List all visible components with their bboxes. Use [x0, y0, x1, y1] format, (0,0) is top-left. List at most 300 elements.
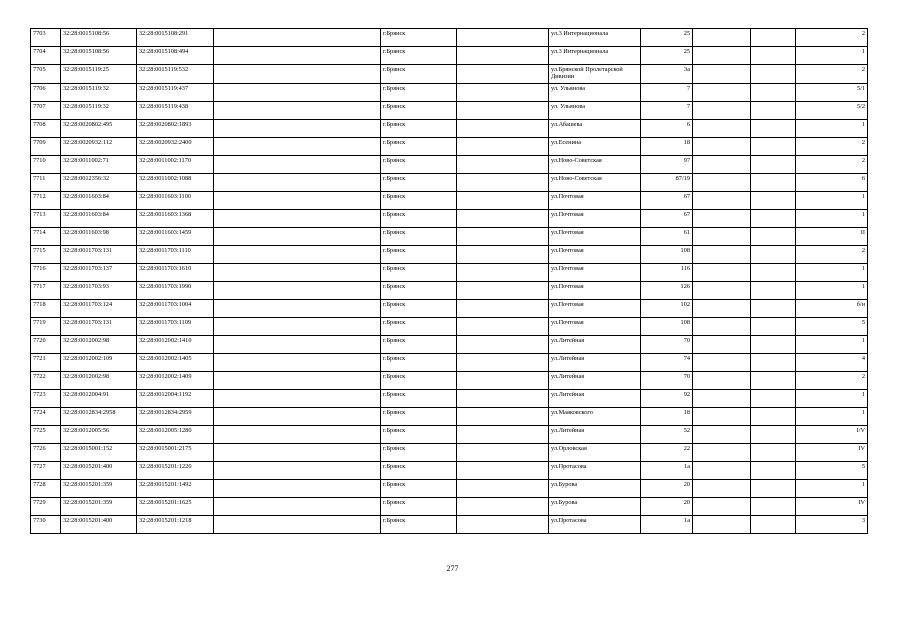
blank-cell — [214, 102, 381, 120]
house-number-cell: 3а — [641, 65, 693, 84]
object-cadastral-number-cell: 32:28:0015201:1492 — [137, 480, 214, 498]
unit-number-cell: 2 — [796, 138, 868, 156]
blank-cell — [751, 192, 796, 210]
table-row — [31, 210, 868, 228]
unit-number-cell: 1 — [796, 47, 868, 65]
row-number-cell: 7726 — [31, 444, 61, 462]
blank-cell — [693, 246, 751, 264]
blank-cell — [214, 354, 381, 372]
row-number-cell: 7707 — [31, 102, 61, 120]
land-cadastral-number-cell: 32:28:0015201:400 — [61, 462, 137, 480]
unit-number-cell: 3 — [796, 516, 868, 534]
unit-number-cell: 1 — [796, 264, 868, 282]
blank-cell — [214, 498, 381, 516]
unit-number-cell: II — [796, 228, 868, 246]
street-cell: ул.Почтовая — [549, 228, 641, 246]
street-cell: ул.Литейная — [549, 372, 641, 390]
table-row — [31, 246, 868, 264]
blank-cell — [693, 47, 751, 65]
blank-cell — [693, 336, 751, 354]
land-cadastral-number-cell: 32:28:0012004:91 — [61, 390, 137, 408]
land-cadastral-number-cell: 32:28:0011603:84 — [61, 210, 137, 228]
blank-cell — [693, 102, 751, 120]
unit-number-cell: б/н — [796, 300, 868, 318]
street-cell: ул.Литейная — [549, 426, 641, 444]
unit-number-cell: 1 — [796, 336, 868, 354]
land-cadastral-number-cell: 32:28:0015108:56 — [61, 29, 137, 47]
blank-cell — [693, 498, 751, 516]
city-cell: г.Брянск — [381, 426, 457, 444]
blank-cell — [214, 210, 381, 228]
row-number-cell: 7712 — [31, 192, 61, 210]
table-row — [31, 336, 868, 354]
unit-number-cell: IV — [796, 498, 868, 516]
unit-number-cell: 1 — [796, 210, 868, 228]
city-cell: г.Брянск — [381, 444, 457, 462]
street-cell: ул.Бурова — [549, 498, 641, 516]
object-cadastral-number-cell: 32:28:0012002:1409 — [137, 372, 214, 390]
house-number-cell: 7 — [641, 102, 693, 120]
street-cell: ул.Абашева — [549, 120, 641, 138]
blank-cell — [751, 210, 796, 228]
table-row — [31, 192, 868, 210]
blank-cell — [214, 318, 381, 336]
city-cell: г.Брянск — [381, 138, 457, 156]
blank-cell — [214, 516, 381, 534]
blank-cell — [457, 426, 549, 444]
table-row — [31, 516, 868, 534]
unit-number-cell: 2 — [796, 29, 868, 47]
city-cell: г.Брянск — [381, 354, 457, 372]
blank-cell — [457, 174, 549, 192]
city-cell: г.Брянск — [381, 372, 457, 390]
house-number-cell: 18 — [641, 408, 693, 426]
blank-cell — [457, 29, 549, 47]
street-cell: ул.Почтовая — [549, 210, 641, 228]
blank-cell — [751, 84, 796, 102]
land-cadastral-number-cell: 32:28:0020932:112 — [61, 138, 137, 156]
object-cadastral-number-cell: 32:28:0015201:1220 — [137, 462, 214, 480]
house-number-cell: 70 — [641, 336, 693, 354]
blank-cell — [751, 390, 796, 408]
city-cell: г.Брянск — [381, 210, 457, 228]
street-cell: ул.Ново-Советская — [549, 174, 641, 192]
object-cadastral-number-cell: 32:28:0015201:1218 — [137, 516, 214, 534]
row-number-cell: 7729 — [31, 498, 61, 516]
blank-cell — [751, 102, 796, 120]
blank-cell — [457, 354, 549, 372]
street-cell: ул.Литейная — [549, 336, 641, 354]
blank-cell — [751, 426, 796, 444]
table-row — [31, 102, 868, 120]
house-number-cell: 92 — [641, 390, 693, 408]
row-number-cell: 7708 — [31, 120, 61, 138]
unit-number-cell: 1 — [796, 390, 868, 408]
land-cadastral-number-cell: 32:28:0012356:32 — [61, 174, 137, 192]
blank-cell — [693, 228, 751, 246]
street-cell: ул.Почтовая — [549, 264, 641, 282]
city-cell: г.Брянск — [381, 228, 457, 246]
row-number-cell: 7724 — [31, 408, 61, 426]
blank-cell — [693, 29, 751, 47]
blank-cell — [693, 282, 751, 300]
row-number-cell: 7727 — [31, 462, 61, 480]
city-cell: г.Брянск — [381, 336, 457, 354]
house-number-cell: 61 — [641, 228, 693, 246]
city-cell: г.Брянск — [381, 462, 457, 480]
object-cadastral-number-cell: 32:28:0011002:1088 — [137, 174, 214, 192]
blank-cell — [214, 174, 381, 192]
blank-cell — [693, 65, 751, 84]
row-number-cell: 7710 — [31, 156, 61, 174]
city-cell: г.Брянск — [381, 120, 457, 138]
object-cadastral-number-cell: 32:28:0012005:1280 — [137, 426, 214, 444]
blank-cell — [457, 516, 549, 534]
row-number-cell: 7725 — [31, 426, 61, 444]
row-number-cell: 7716 — [31, 264, 61, 282]
city-cell: г.Брянск — [381, 84, 457, 102]
street-cell: ул.Орловская — [549, 444, 641, 462]
blank-cell — [751, 444, 796, 462]
blank-cell — [457, 462, 549, 480]
street-cell: ул. Ульянова — [549, 84, 641, 102]
blank-cell — [693, 318, 751, 336]
blank-cell — [214, 192, 381, 210]
street-cell: ул.Почтовая — [549, 282, 641, 300]
row-number-cell: 7720 — [31, 336, 61, 354]
row-number-cell: 7709 — [31, 138, 61, 156]
table-row — [31, 444, 868, 462]
land-cadastral-number-cell: 32:28:0012005:56 — [61, 426, 137, 444]
object-cadastral-number-cell: 32:28:0011703:1109 — [137, 318, 214, 336]
blank-cell — [214, 336, 381, 354]
object-cadastral-number-cell: 32:28:0012004:1192 — [137, 390, 214, 408]
city-cell: г.Брянск — [381, 390, 457, 408]
table-row — [31, 408, 868, 426]
unit-number-cell: 6 — [796, 174, 868, 192]
object-cadastral-number-cell: 32:28:0012834:2959 — [137, 408, 214, 426]
city-cell: г.Брянск — [381, 174, 457, 192]
blank-cell — [751, 29, 796, 47]
city-cell: г.Брянск — [381, 498, 457, 516]
unit-number-cell: 1 — [796, 480, 868, 498]
object-cadastral-number-cell: 32:28:0015119:438 — [137, 102, 214, 120]
blank-cell — [214, 390, 381, 408]
house-number-cell: 70 — [641, 372, 693, 390]
blank-cell — [457, 84, 549, 102]
blank-cell — [214, 47, 381, 65]
street-cell: ул.Литейная — [549, 354, 641, 372]
blank-cell — [457, 228, 549, 246]
unit-number-cell: 5/1 — [796, 84, 868, 102]
blank-cell — [693, 120, 751, 138]
land-cadastral-number-cell: 32:28:0011703:137 — [61, 264, 137, 282]
street-cell: ул.Почтовая — [549, 246, 641, 264]
blank-cell — [693, 480, 751, 498]
object-cadastral-number-cell: 32:28:0012002:1405 — [137, 354, 214, 372]
row-number-cell: 7704 — [31, 47, 61, 65]
house-number-cell: 7 — [641, 84, 693, 102]
blank-cell — [457, 498, 549, 516]
house-number-cell: 52 — [641, 426, 693, 444]
blank-cell — [214, 264, 381, 282]
blank-cell — [214, 120, 381, 138]
object-cadastral-number-cell: 32:28:0020932:2400 — [137, 138, 214, 156]
blank-cell — [693, 426, 751, 444]
land-cadastral-number-cell: 32:28:0012002:98 — [61, 336, 137, 354]
land-cadastral-number-cell: 32:28:0011703:124 — [61, 300, 137, 318]
blank-cell — [214, 29, 381, 47]
land-cadastral-number-cell: 32:28:0012834:2958 — [61, 408, 137, 426]
house-number-cell: 20 — [641, 480, 693, 498]
blank-cell — [214, 408, 381, 426]
blank-cell — [693, 462, 751, 480]
blank-cell — [457, 192, 549, 210]
row-number-cell: 7728 — [31, 480, 61, 498]
blank-cell — [693, 210, 751, 228]
house-number-cell: 67 — [641, 192, 693, 210]
blank-cell — [693, 516, 751, 534]
blank-cell — [751, 138, 796, 156]
street-cell: ул.Литейная — [549, 390, 641, 408]
blank-cell — [457, 138, 549, 156]
street-cell: ул.Брянской Пролетарской Дивизии — [549, 65, 641, 84]
object-cadastral-number-cell: 32:28:0011703:1110 — [137, 246, 214, 264]
row-number-cell: 7723 — [31, 390, 61, 408]
object-cadastral-number-cell: 32:28:0011603:1459 — [137, 228, 214, 246]
blank-cell — [751, 228, 796, 246]
row-number-cell: 7703 — [31, 29, 61, 47]
blank-cell — [751, 282, 796, 300]
blank-cell — [457, 408, 549, 426]
table-row — [31, 372, 868, 390]
city-cell: г.Брянск — [381, 29, 457, 47]
land-cadastral-number-cell: 32:28:0015119:32 — [61, 84, 137, 102]
house-number-cell: 67 — [641, 210, 693, 228]
street-cell: ул.Есенина — [549, 138, 641, 156]
city-cell: г.Брянск — [381, 246, 457, 264]
city-cell: г.Брянск — [381, 192, 457, 210]
land-cadastral-number-cell: 32:28:0012002:98 — [61, 372, 137, 390]
house-number-cell: 6 — [641, 120, 693, 138]
unit-number-cell: 5 — [796, 462, 868, 480]
blank-cell — [214, 480, 381, 498]
unit-number-cell: 2 — [796, 372, 868, 390]
blank-cell — [693, 372, 751, 390]
city-cell: г.Брянск — [381, 47, 457, 65]
house-number-cell: 74 — [641, 354, 693, 372]
blank-cell — [214, 300, 381, 318]
house-number-cell: 1а — [641, 516, 693, 534]
blank-cell — [457, 282, 549, 300]
house-number-cell: 87/19 — [641, 174, 693, 192]
unit-number-cell: 2 — [796, 156, 868, 174]
blank-cell — [214, 138, 381, 156]
street-cell: ул.3 Интернационала — [549, 47, 641, 65]
blank-cell — [214, 228, 381, 246]
blank-cell — [693, 156, 751, 174]
street-cell: ул.Почтовая — [549, 192, 641, 210]
street-cell: ул.Ново-Советская — [549, 156, 641, 174]
table-row — [31, 156, 868, 174]
land-cadastral-number-cell: 32:28:0011703:131 — [61, 246, 137, 264]
blank-cell — [751, 372, 796, 390]
object-cadastral-number-cell: 32:28:0011703:1990 — [137, 282, 214, 300]
unit-number-cell: 2 — [796, 65, 868, 84]
unit-number-cell: 1 — [796, 282, 868, 300]
table-row — [31, 318, 868, 336]
street-cell: ул.Маяковского — [549, 408, 641, 426]
blank-cell — [214, 65, 381, 84]
blank-cell — [214, 84, 381, 102]
city-cell: г.Брянск — [381, 264, 457, 282]
city-cell: г.Брянск — [381, 156, 457, 174]
row-number-cell: 7722 — [31, 372, 61, 390]
land-cadastral-number-cell: 32:28:0011002:71 — [61, 156, 137, 174]
table-row — [31, 264, 868, 282]
land-cadastral-number-cell: 32:28:0015119:25 — [61, 65, 137, 84]
house-number-cell: 20 — [641, 498, 693, 516]
table-row — [31, 498, 868, 516]
street-cell: ул. Ульянова — [549, 102, 641, 120]
blank-cell — [751, 336, 796, 354]
city-cell: г.Брянск — [381, 516, 457, 534]
page-number: 277 — [446, 564, 459, 573]
table-row — [31, 426, 868, 444]
table-row — [31, 390, 868, 408]
city-cell: г.Брянск — [381, 282, 457, 300]
object-cadastral-number-cell: 32:28:0015119:532 — [137, 65, 214, 84]
unit-number-cell: 1 — [796, 408, 868, 426]
blank-cell — [214, 372, 381, 390]
object-cadastral-number-cell: 32:28:0012002:1410 — [137, 336, 214, 354]
house-number-cell: 1а — [641, 462, 693, 480]
blank-cell — [751, 318, 796, 336]
land-cadastral-number-cell: 32:28:0015119:32 — [61, 102, 137, 120]
blank-cell — [457, 246, 549, 264]
blank-cell — [457, 444, 549, 462]
blank-cell — [751, 174, 796, 192]
object-cadastral-number-cell: 32:28:0020802:1893 — [137, 120, 214, 138]
blank-cell — [457, 120, 549, 138]
street-cell: ул.Почтовая — [549, 300, 641, 318]
blank-cell — [457, 390, 549, 408]
blank-cell — [693, 300, 751, 318]
blank-cell — [751, 47, 796, 65]
table-row — [31, 228, 868, 246]
row-number-cell: 7717 — [31, 282, 61, 300]
blank-cell — [457, 47, 549, 65]
land-cadastral-number-cell: 32:28:0011703:93 — [61, 282, 137, 300]
blank-cell — [457, 318, 549, 336]
blank-cell — [693, 408, 751, 426]
table-row — [31, 84, 868, 102]
table-row — [31, 300, 868, 318]
blank-cell — [214, 444, 381, 462]
table-row — [31, 120, 868, 138]
blank-cell — [693, 264, 751, 282]
unit-number-cell: I/V — [796, 426, 868, 444]
table-row — [31, 29, 868, 47]
house-number-cell: 102 — [641, 300, 693, 318]
object-cadastral-number-cell: 32:28:0015201:1625 — [137, 498, 214, 516]
city-cell: г.Брянск — [381, 65, 457, 84]
blank-cell — [457, 156, 549, 174]
unit-number-cell: IV — [796, 444, 868, 462]
unit-number-cell: 2 — [796, 246, 868, 264]
blank-cell — [457, 480, 549, 498]
land-cadastral-number-cell: 32:28:0015201:359 — [61, 480, 137, 498]
row-number-cell: 7713 — [31, 210, 61, 228]
blank-cell — [457, 336, 549, 354]
house-number-cell: 25 — [641, 47, 693, 65]
object-cadastral-number-cell: 32:28:0015119:437 — [137, 84, 214, 102]
blank-cell — [751, 300, 796, 318]
blank-cell — [751, 264, 796, 282]
land-cadastral-number-cell: 32:28:0015108:56 — [61, 47, 137, 65]
table-row — [31, 462, 868, 480]
house-number-cell: 116 — [641, 264, 693, 282]
street-cell: ул.3 Интернационала — [549, 29, 641, 47]
land-cadastral-number-cell: 32:28:0012002:109 — [61, 354, 137, 372]
unit-number-cell: 1 — [796, 120, 868, 138]
object-cadastral-number-cell: 32:28:0015001:2175 — [137, 444, 214, 462]
house-number-cell: 108 — [641, 318, 693, 336]
street-cell: ул.Почтовая — [549, 318, 641, 336]
house-number-cell: 18 — [641, 138, 693, 156]
blank-cell — [214, 462, 381, 480]
street-cell: ул.Бурова — [549, 480, 641, 498]
table-row — [31, 47, 868, 65]
row-number-cell: 7711 — [31, 174, 61, 192]
table-row — [31, 65, 868, 84]
land-cadastral-number-cell: 32:28:0015201:359 — [61, 498, 137, 516]
object-cadastral-number-cell: 32:28:0015108:494 — [137, 47, 214, 65]
house-number-cell: 97 — [641, 156, 693, 174]
row-number-cell: 7730 — [31, 516, 61, 534]
blank-cell — [457, 372, 549, 390]
table-row — [31, 138, 868, 156]
table-row — [31, 174, 868, 192]
city-cell: г.Брянск — [381, 318, 457, 336]
blank-cell — [751, 498, 796, 516]
row-number-cell: 7705 — [31, 65, 61, 84]
house-number-cell: 25 — [641, 29, 693, 47]
blank-cell — [214, 246, 381, 264]
property-register-table — [30, 28, 868, 534]
table-row — [31, 354, 868, 372]
house-number-cell: 108 — [641, 246, 693, 264]
object-cadastral-number-cell: 32:28:0011703:1610 — [137, 264, 214, 282]
blank-cell — [751, 462, 796, 480]
row-number-cell: 7719 — [31, 318, 61, 336]
unit-number-cell: 5 — [796, 318, 868, 336]
table-row — [31, 282, 868, 300]
blank-cell — [751, 480, 796, 498]
unit-number-cell: 4 — [796, 354, 868, 372]
blank-cell — [693, 354, 751, 372]
blank-cell — [751, 120, 796, 138]
blank-cell — [214, 156, 381, 174]
row-number-cell: 7714 — [31, 228, 61, 246]
land-cadastral-number-cell: 32:28:0015201:400 — [61, 516, 137, 534]
unit-number-cell: 5/2 — [796, 102, 868, 120]
land-cadastral-number-cell: 32:28:0011703:131 — [61, 318, 137, 336]
city-cell: г.Брянск — [381, 480, 457, 498]
object-cadastral-number-cell: 32:28:0015108:291 — [137, 29, 214, 47]
row-number-cell: 7721 — [31, 354, 61, 372]
blank-cell — [693, 84, 751, 102]
